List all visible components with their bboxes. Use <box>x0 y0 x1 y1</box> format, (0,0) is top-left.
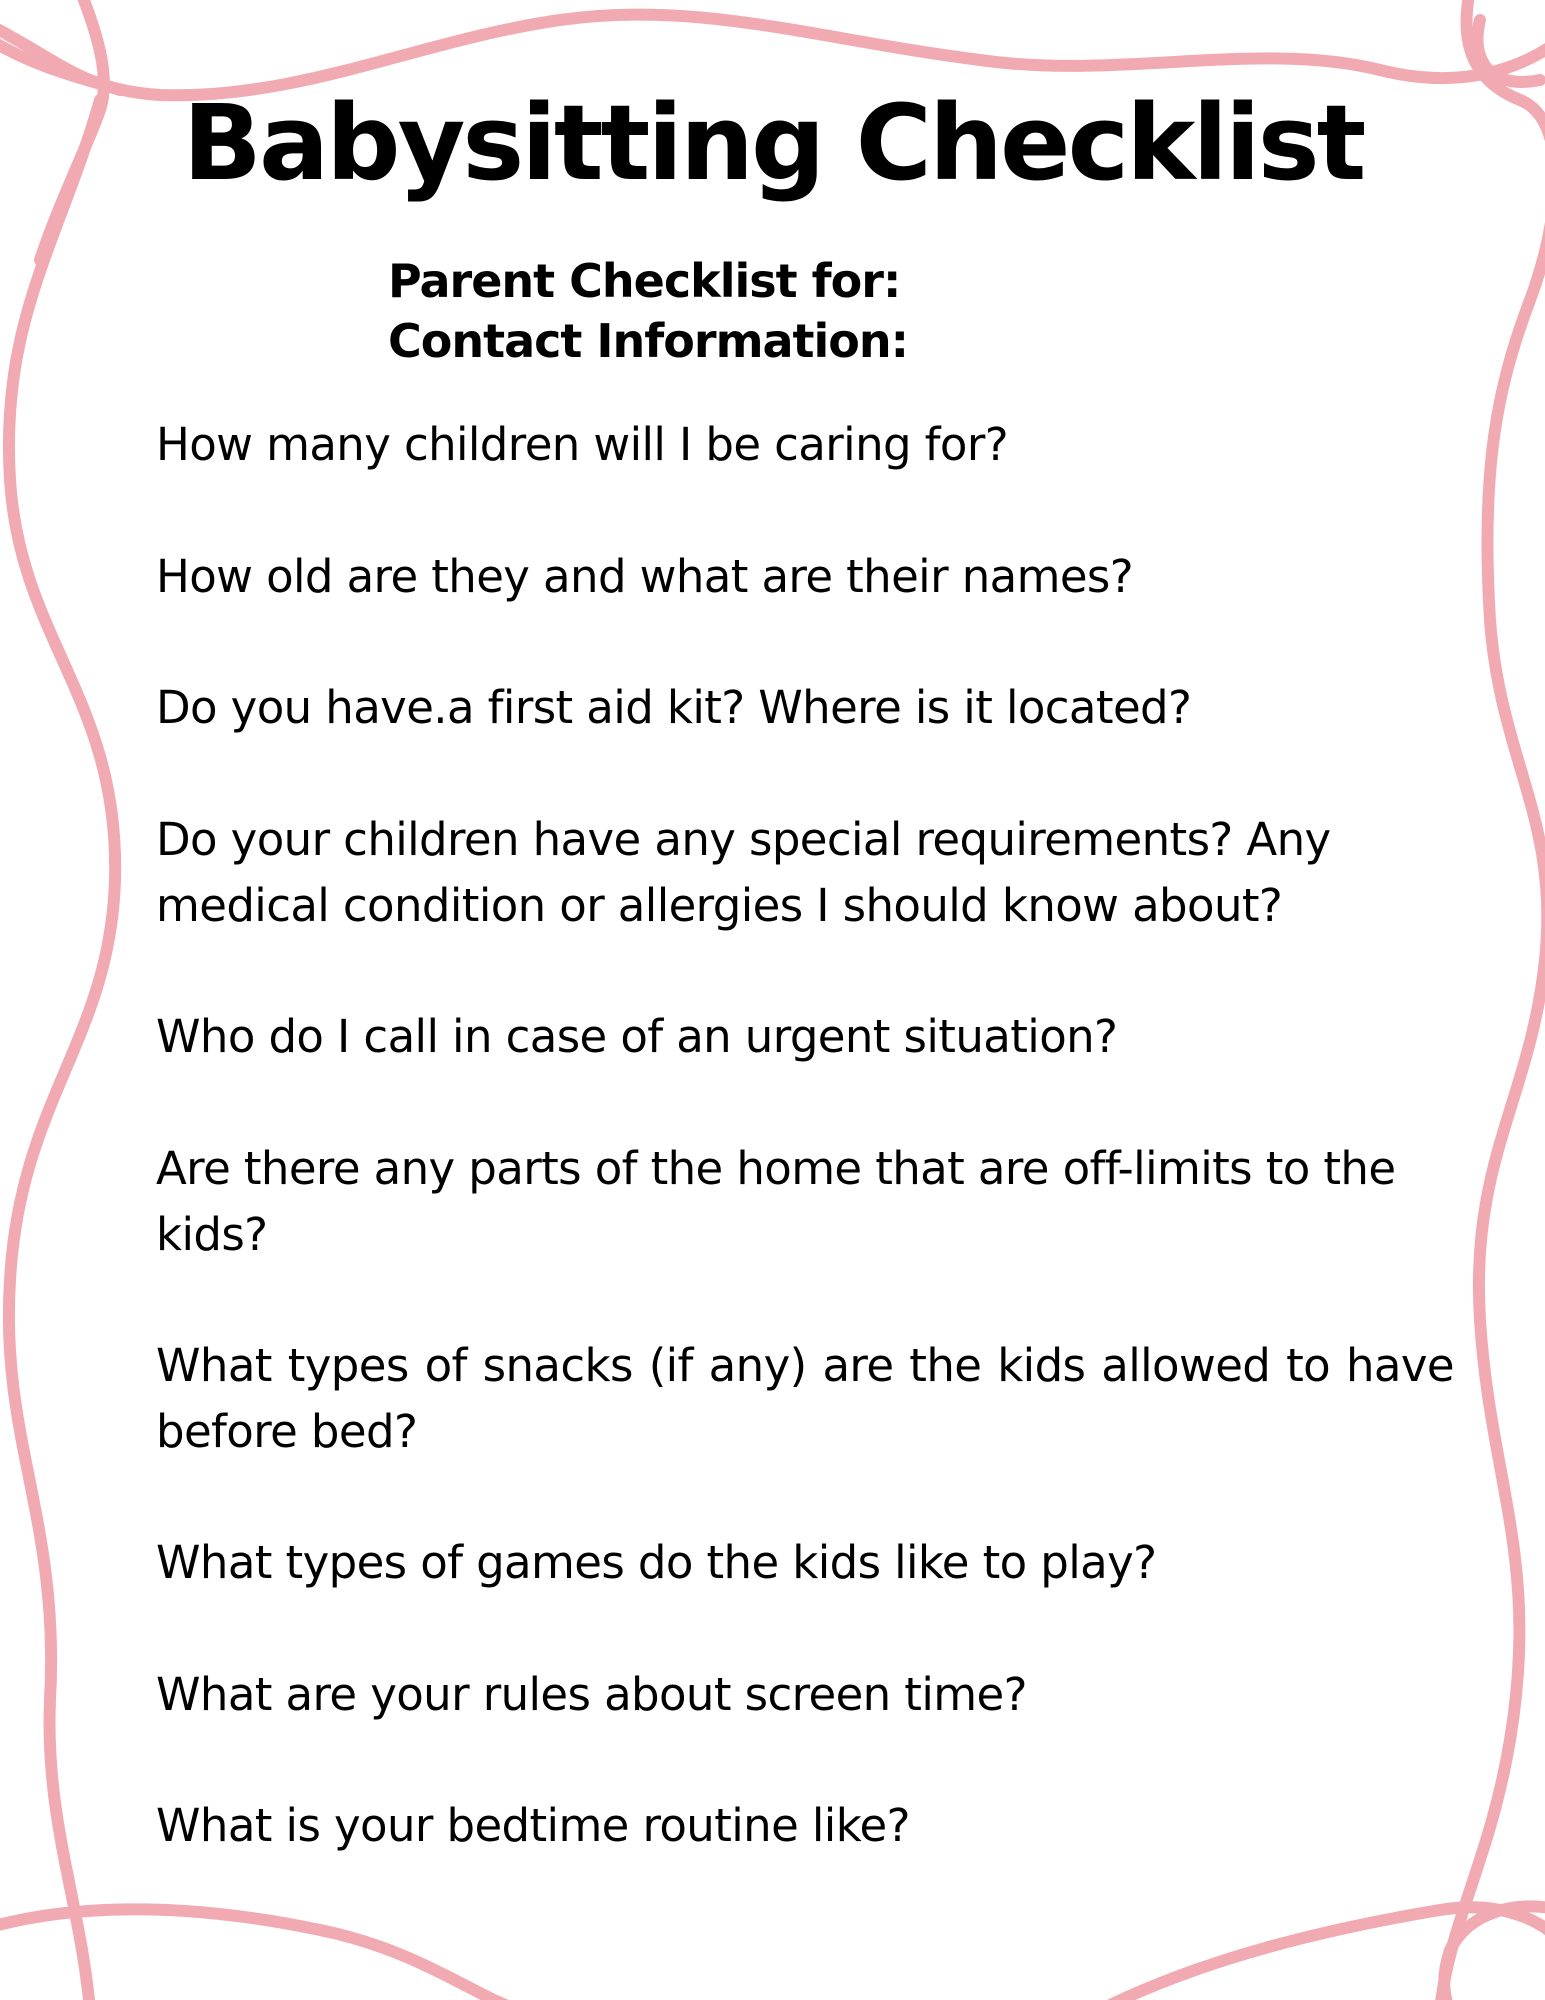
left-wave-line <box>9 100 115 2000</box>
page-title: Babysitting Checklist <box>182 82 1364 204</box>
question-item: What types of snacks (if any) are the kids allowed to have before bed? <box>156 1339 1454 1458</box>
question-item: What are your rules about screen time? <box>156 1668 1027 1721</box>
contact-information-label: Contact Information: <box>388 314 909 368</box>
question-item: How old are they and what are their names? <box>156 550 1134 603</box>
right-wave-line <box>1440 0 1545 2000</box>
question-item: Do you have.a first aid kit? Where is it located? <box>156 681 1192 734</box>
parent-checklist-for-label: Parent Checklist for: <box>388 254 901 308</box>
question-item: Who do I call in case of an urgent situation? <box>156 1010 1118 1063</box>
question-item: Do your children have any special requirements? Any medical condition or allergies I should know about? <box>156 813 1331 932</box>
question-item: Are there any parts of the home that are off-limits to the kids? <box>156 1142 1396 1261</box>
question-item: What types of games do the kids like to play? <box>156 1536 1157 1589</box>
question-item: How many children will I be caring for? <box>156 418 1009 471</box>
question-item: What is your bedtime routine like? <box>156 1799 910 1852</box>
